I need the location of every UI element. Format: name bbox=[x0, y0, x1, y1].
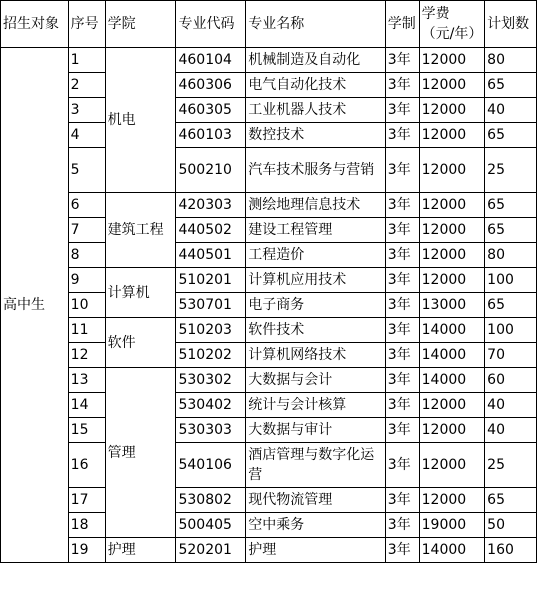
plan-count: 65 bbox=[485, 193, 537, 218]
plan-count: 50 bbox=[485, 513, 537, 538]
tuition-fee: 14000 bbox=[419, 368, 485, 393]
header-target: 招生对象 bbox=[1, 1, 69, 48]
tuition-fee: 13000 bbox=[419, 293, 485, 318]
row-number: 13 bbox=[68, 368, 105, 393]
college-cell: 管理 bbox=[105, 368, 176, 538]
major-name: 电子商务 bbox=[246, 293, 386, 318]
table-row bbox=[1, 98, 537, 123]
table-row bbox=[1, 218, 537, 243]
plan-count: 100 bbox=[485, 268, 537, 293]
college-cell: 机电 bbox=[105, 48, 176, 193]
plan-count: 160 bbox=[485, 538, 537, 563]
major-name: 汽车技术服务与营销 bbox=[246, 148, 386, 193]
table-row bbox=[1, 513, 537, 538]
major-code: 510203 bbox=[176, 318, 246, 343]
row-number: 1 bbox=[68, 48, 105, 73]
row-number: 12 bbox=[68, 343, 105, 368]
table-row bbox=[1, 243, 537, 268]
study-length: 3年 bbox=[385, 98, 419, 123]
table-row bbox=[1, 418, 537, 443]
study-length: 3年 bbox=[385, 193, 419, 218]
study-length: 3年 bbox=[385, 393, 419, 418]
table-row bbox=[1, 148, 537, 193]
tuition-fee: 12000 bbox=[419, 73, 485, 98]
tuition-fee: 12000 bbox=[419, 418, 485, 443]
tuition-fee: 12000 bbox=[419, 218, 485, 243]
major-code: 530302 bbox=[176, 368, 246, 393]
row-number: 18 bbox=[68, 513, 105, 538]
plan-count: 25 bbox=[485, 443, 537, 488]
study-length: 3年 bbox=[385, 218, 419, 243]
plan-count: 40 bbox=[485, 418, 537, 443]
major-code: 510202 bbox=[176, 343, 246, 368]
study-length: 3年 bbox=[385, 243, 419, 268]
major-name: 测绘地理信息技术 bbox=[246, 193, 386, 218]
row-number: 5 bbox=[68, 148, 105, 193]
plan-count: 40 bbox=[485, 393, 537, 418]
plan-count: 65 bbox=[485, 293, 537, 318]
table-row bbox=[1, 318, 537, 343]
row-number: 17 bbox=[68, 488, 105, 513]
table-row bbox=[1, 293, 537, 318]
tuition-fee: 12000 bbox=[419, 148, 485, 193]
tuition-fee: 12000 bbox=[419, 193, 485, 218]
major-code: 540106 bbox=[176, 443, 246, 488]
major-name: 工程造价 bbox=[246, 243, 386, 268]
row-number: 6 bbox=[68, 193, 105, 218]
row-number: 16 bbox=[68, 443, 105, 488]
major-name: 大数据与会计 bbox=[246, 368, 386, 393]
header-major: 专业名称 bbox=[246, 1, 386, 48]
major-code: 530402 bbox=[176, 393, 246, 418]
row-number: 11 bbox=[68, 318, 105, 343]
header-plan: 计划数 bbox=[485, 1, 537, 48]
plan-count: 65 bbox=[485, 218, 537, 243]
table-row bbox=[1, 443, 537, 488]
header-college: 学院 bbox=[105, 1, 176, 48]
major-code: 460305 bbox=[176, 98, 246, 123]
major-code: 460104 bbox=[176, 48, 246, 73]
major-code: 500210 bbox=[176, 148, 246, 193]
major-code: 440502 bbox=[176, 218, 246, 243]
row-number: 9 bbox=[68, 268, 105, 293]
tuition-fee: 12000 bbox=[419, 98, 485, 123]
study-length: 3年 bbox=[385, 513, 419, 538]
plan-count: 80 bbox=[485, 243, 537, 268]
row-number: 3 bbox=[68, 98, 105, 123]
major-code: 460103 bbox=[176, 123, 246, 148]
header-system: 学制 bbox=[385, 1, 419, 48]
major-name: 计算机应用技术 bbox=[246, 268, 386, 293]
table-row bbox=[1, 48, 537, 73]
row-number: 19 bbox=[68, 538, 105, 563]
major-code: 510201 bbox=[176, 268, 246, 293]
plan-count: 25 bbox=[485, 148, 537, 193]
study-length: 3年 bbox=[385, 443, 419, 488]
study-length: 3年 bbox=[385, 148, 419, 193]
target-cell: 高中生 bbox=[1, 48, 69, 563]
tuition-fee: 12000 bbox=[419, 268, 485, 293]
tuition-fee: 19000 bbox=[419, 513, 485, 538]
study-length: 3年 bbox=[385, 488, 419, 513]
row-number: 7 bbox=[68, 218, 105, 243]
major-code: 530701 bbox=[176, 293, 246, 318]
header-fee: 学费（元/年） bbox=[419, 1, 485, 48]
study-length: 3年 bbox=[385, 268, 419, 293]
major-name: 机械制造及自动化 bbox=[246, 48, 386, 73]
header-no: 序号 bbox=[68, 1, 105, 48]
major-name: 计算机网络技术 bbox=[246, 343, 386, 368]
row-number: 14 bbox=[68, 393, 105, 418]
tuition-fee: 12000 bbox=[419, 443, 485, 488]
major-name: 空中乘务 bbox=[246, 513, 386, 538]
plan-count: 40 bbox=[485, 98, 537, 123]
study-length: 3年 bbox=[385, 48, 419, 73]
major-name: 酒店管理与数字化运营 bbox=[246, 443, 386, 488]
tuition-fee: 12000 bbox=[419, 48, 485, 73]
major-code: 460306 bbox=[176, 73, 246, 98]
row-number: 15 bbox=[68, 418, 105, 443]
study-length: 3年 bbox=[385, 538, 419, 563]
plan-count: 65 bbox=[485, 123, 537, 148]
row-number: 10 bbox=[68, 293, 105, 318]
college-cell: 软件 bbox=[105, 318, 176, 368]
study-length: 3年 bbox=[385, 418, 419, 443]
table-row bbox=[1, 268, 537, 293]
tuition-fee: 12000 bbox=[419, 488, 485, 513]
table-row bbox=[1, 538, 537, 563]
tuition-fee: 14000 bbox=[419, 343, 485, 368]
plan-count: 100 bbox=[485, 318, 537, 343]
major-code: 520201 bbox=[176, 538, 246, 563]
college-cell: 护理 bbox=[105, 538, 176, 563]
major-code: 500405 bbox=[176, 513, 246, 538]
major-code: 530802 bbox=[176, 488, 246, 513]
plan-count: 70 bbox=[485, 343, 537, 368]
major-name: 数控技术 bbox=[246, 123, 386, 148]
tuition-fee: 12000 bbox=[419, 123, 485, 148]
college-cell: 建筑工程 bbox=[105, 193, 176, 268]
row-number: 4 bbox=[68, 123, 105, 148]
major-code: 530303 bbox=[176, 418, 246, 443]
college-cell: 计算机 bbox=[105, 268, 176, 318]
major-name: 护理 bbox=[246, 538, 386, 563]
table-row bbox=[1, 193, 537, 218]
study-length: 3年 bbox=[385, 343, 419, 368]
table-row bbox=[1, 488, 537, 513]
header-code: 专业代码 bbox=[176, 1, 246, 48]
major-name: 大数据与审计 bbox=[246, 418, 386, 443]
plan-count: 80 bbox=[485, 48, 537, 73]
study-length: 3年 bbox=[385, 73, 419, 98]
major-name: 现代物流管理 bbox=[246, 488, 386, 513]
tuition-fee: 14000 bbox=[419, 538, 485, 563]
study-length: 3年 bbox=[385, 368, 419, 393]
plan-count: 65 bbox=[485, 73, 537, 98]
tuition-fee: 12000 bbox=[419, 243, 485, 268]
table-row bbox=[1, 368, 537, 393]
study-length: 3年 bbox=[385, 123, 419, 148]
tuition-fee: 12000 bbox=[419, 393, 485, 418]
table-row bbox=[1, 73, 537, 98]
major-code: 420303 bbox=[176, 193, 246, 218]
table-row bbox=[1, 343, 537, 368]
major-name: 软件技术 bbox=[246, 318, 386, 343]
study-length: 3年 bbox=[385, 293, 419, 318]
major-name: 电气自动化技术 bbox=[246, 73, 386, 98]
table-row bbox=[1, 393, 537, 418]
major-name: 工业机器人技术 bbox=[246, 98, 386, 123]
major-name: 统计与会计核算 bbox=[246, 393, 386, 418]
plan-count: 60 bbox=[485, 368, 537, 393]
major-code: 440501 bbox=[176, 243, 246, 268]
row-number: 8 bbox=[68, 243, 105, 268]
tuition-fee: 14000 bbox=[419, 318, 485, 343]
row-number: 2 bbox=[68, 73, 105, 98]
table-row bbox=[1, 123, 537, 148]
major-name: 建设工程管理 bbox=[246, 218, 386, 243]
study-length: 3年 bbox=[385, 318, 419, 343]
header-row bbox=[1, 1, 537, 48]
plan-count: 65 bbox=[485, 488, 537, 513]
